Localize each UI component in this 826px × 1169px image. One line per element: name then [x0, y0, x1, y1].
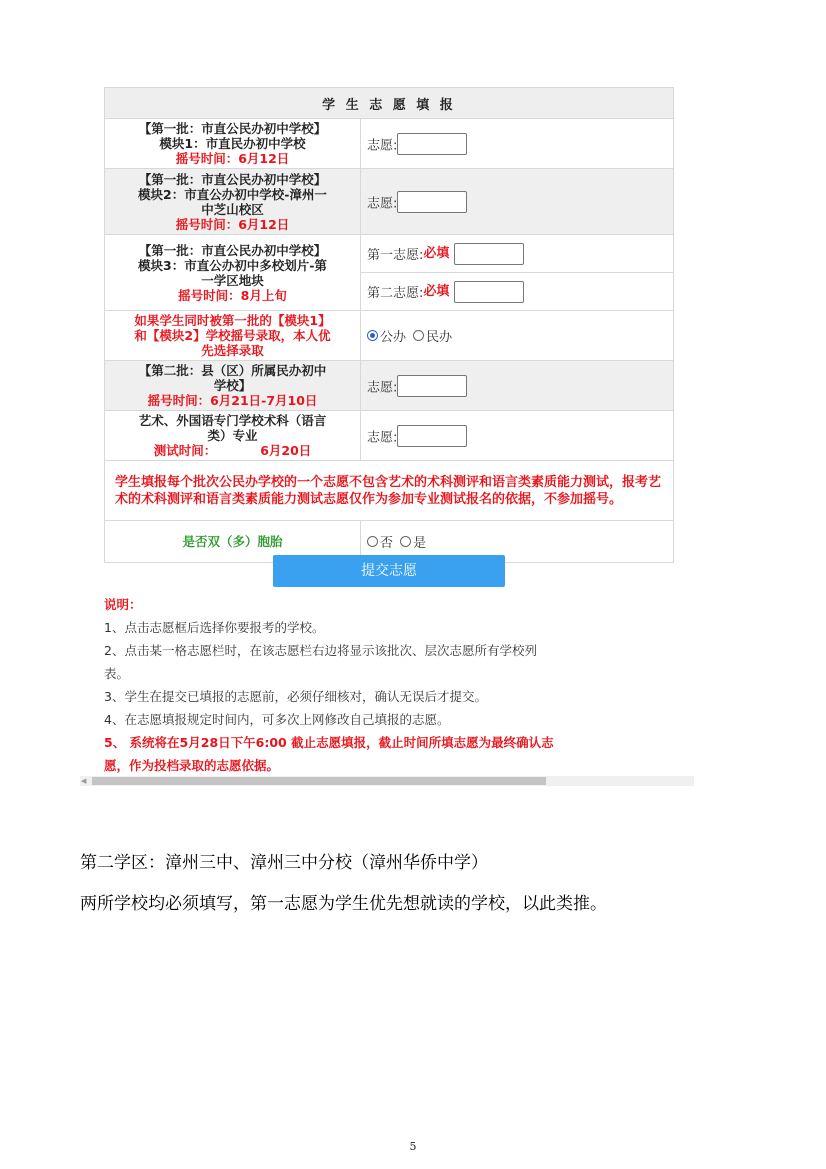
required-mark: 必填: [423, 246, 450, 262]
priority-question: 如果学生同时被第一批的【模块1】 和【模块2】学校摇号录取，本人优 先选择录取: [105, 311, 361, 361]
twins-no-label: 否: [380, 536, 394, 551]
field-label: 志愿:: [367, 196, 398, 211]
arts-choice-input[interactable]: [397, 425, 467, 447]
twins-yes-radio[interactable]: [400, 536, 411, 547]
instruction-item: 3、学生在提交已填报的志愿前，必须仔细核对，确认无误后才提交。: [104, 689, 487, 704]
twins-yes-label: 是: [413, 536, 427, 551]
first-choice-input[interactable]: [454, 243, 524, 265]
batch1-module3-label: 【第一批：市直公民办初中学校】 模块3：市直公办初中多校划片-第 一学区地块 摇号时间：8月上旬: [105, 235, 361, 311]
instruction-item: 4、在志愿填报规定时间内，可多次上网修改自己填报的志愿。: [104, 712, 450, 727]
horizontal-scrollbar[interactable]: [80, 776, 694, 786]
deadline-notice-cont: 愿，作为投档录取的志愿依据。: [104, 758, 280, 773]
scroll-left-icon[interactable]: ◀: [81, 777, 87, 785]
required-mark: 必填: [423, 284, 450, 300]
twins-label: 是否双（多）胞胎: [105, 521, 361, 563]
public-radio[interactable]: [367, 330, 378, 341]
batch1-module1-label: 【第一批：市直公民办初中学校】 模块1：市直民办初中学校 摇号时间：6月12日: [105, 119, 361, 169]
lottery-time: 摇号时间：6月12日: [175, 216, 290, 232]
second-choice-label: 第二志愿:: [367, 286, 424, 302]
private-option-label: 民办: [426, 330, 453, 345]
test-time: 测试时间： 6月20日: [153, 443, 312, 458]
instruction-item: 2、点击某一格志愿栏时，在该志愿栏右边将显示该批次、层次志愿所有学校列: [104, 643, 537, 658]
submit-button[interactable]: 提交志愿: [273, 555, 505, 587]
instruction-paragraph: 两所学校均必须填写，第一志愿为学生优先想就读的学校，以此类推。: [80, 894, 607, 914]
deadline-notice: 5、 系统将在5月28日下午6:00 截止志愿填报，截止时间所填志愿为最终确认志: [104, 735, 554, 750]
public-option-label: 公办: [380, 330, 407, 345]
field-label: 志愿:: [367, 430, 398, 445]
module1-choice-input[interactable]: [397, 133, 467, 155]
twins-no-radio[interactable]: [367, 536, 378, 547]
lottery-time: 摇号时间：6月12日: [175, 151, 290, 166]
arts-label: 艺术、外国语专门学校术科（语言 类）专业 测试时间： 6月20日: [105, 411, 361, 461]
batch1-module2-label: 【第一批：市直公民办初中学校】 模块2：市直公办初中学校-漳州一 中芝山校区 摇号时间：6月12日: [105, 169, 361, 235]
batch2-label: 【第二批：县（区）所属民办初中 学校】 摇号时间：6月21日-7月10日: [105, 361, 361, 411]
notice-text: 学生填报每个批次公民办学校的一个志愿不包含艺术的术科测评和语言类素质能力测试，报考艺术的术科测评和语言类素质能力测试志愿仅作为参加专业测试报名的依据，不参加摇号。: [105, 461, 674, 521]
lottery-time: 摇号时间：6月21日-7月10日: [147, 393, 318, 408]
second-choice-input[interactable]: [454, 281, 524, 303]
district-paragraph: 第二学区：漳州三中、漳州三中分校（漳州华侨中学）: [80, 853, 488, 873]
lottery-time: 摇号时间：8月上旬: [178, 287, 287, 303]
module2-choice-input[interactable]: [397, 191, 467, 213]
instruction-item: 1、点击志愿框后选择你要报考的学校。: [104, 620, 325, 635]
field-label: 志愿:: [367, 380, 398, 395]
page-number: 5: [409, 1140, 417, 1153]
form-title: 学 生 志 愿 填 报: [105, 88, 674, 119]
private-radio[interactable]: [413, 330, 424, 341]
scrollbar-thumb[interactable]: [92, 777, 546, 785]
batch2-choice-input[interactable]: [397, 375, 467, 397]
volunteer-form-table: [104, 87, 674, 563]
instructions-heading: 说明：: [104, 597, 142, 612]
embedded-screenshot: [80, 85, 694, 787]
first-choice-label: 第一志愿:: [367, 248, 424, 264]
instruction-item: 表。: [104, 666, 130, 681]
instructions: [104, 593, 674, 777]
field-label: 志愿:: [367, 138, 398, 153]
